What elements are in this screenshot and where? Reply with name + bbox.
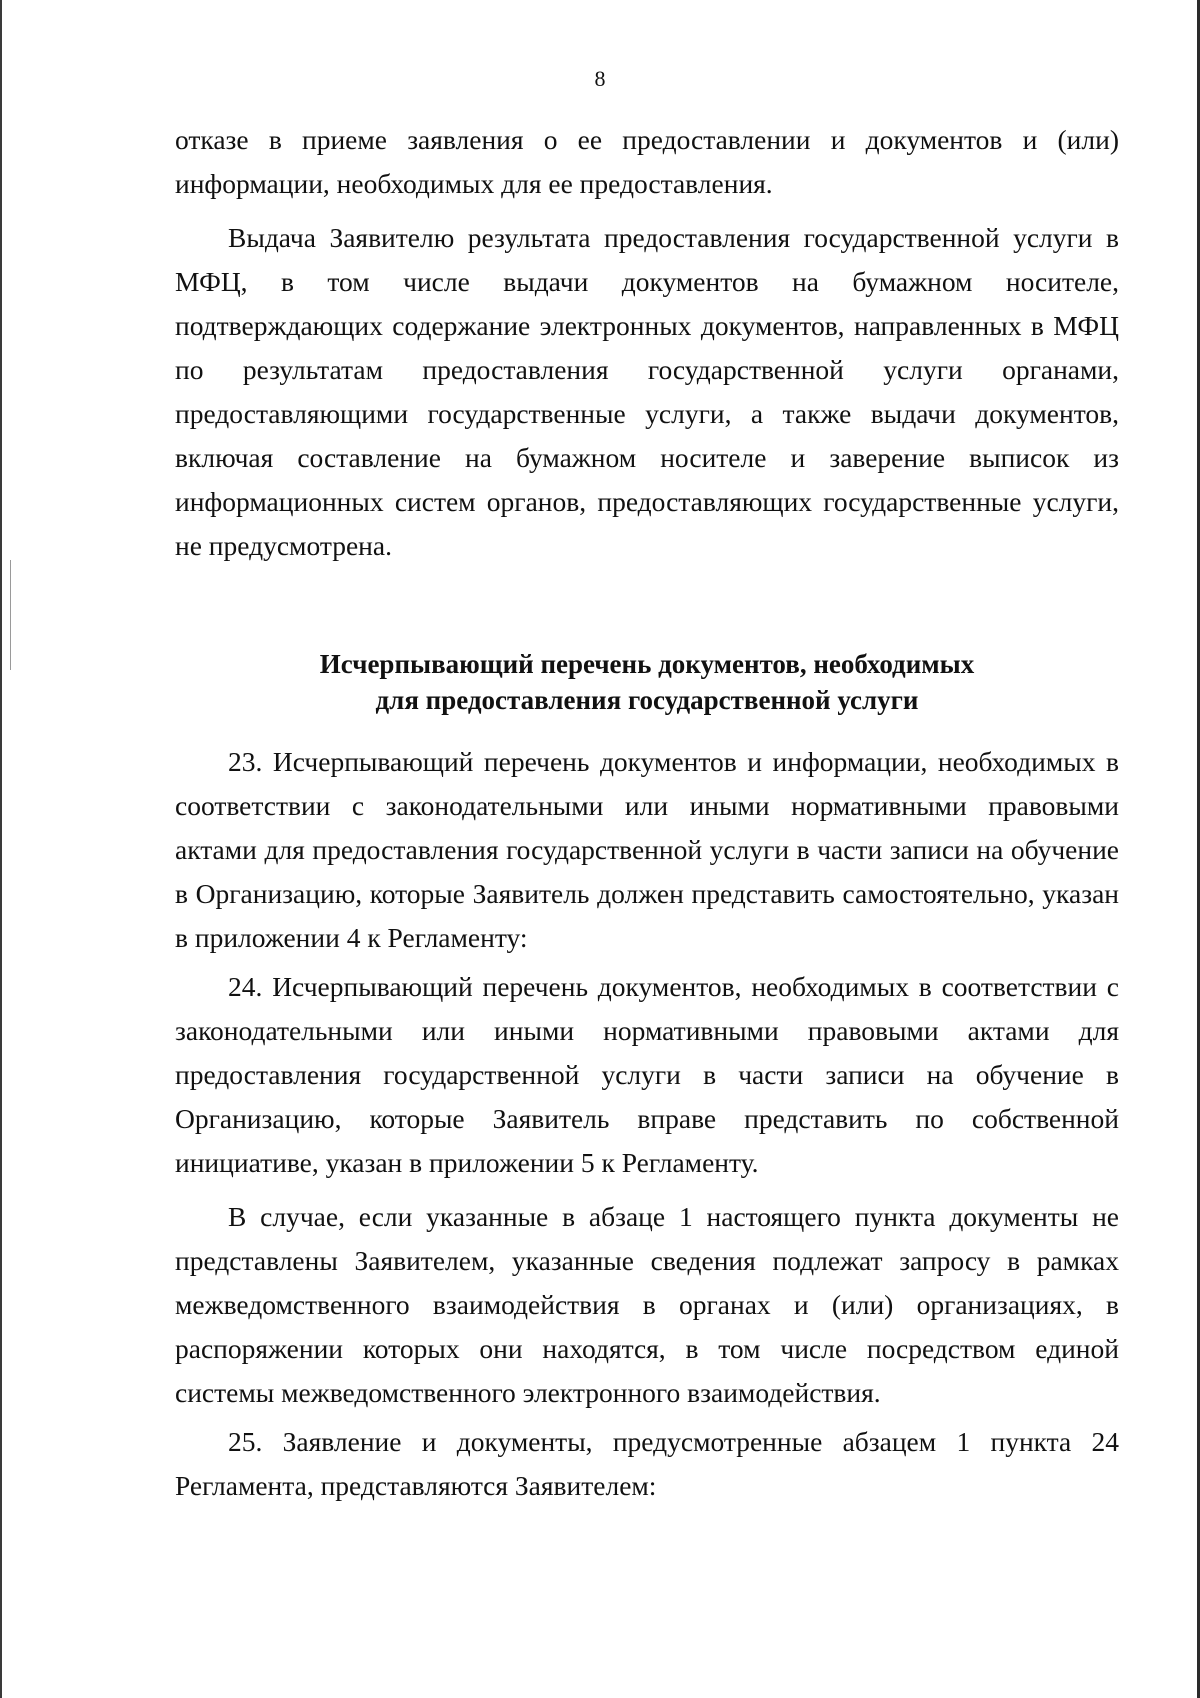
section-heading-line-2: для предоставления государственной услуги — [375, 685, 919, 715]
paragraph-item-24-case: В случае, если указанные в абзаце 1 настоящего пункта документы не представлены Заявителем, указанные сведения подлежат запросу в рамках межведомственного взаимодействия в органах и (или) организациях, в распоряжении которых они находятся, в том числе посредством единой системы межведомственного электронного взаимодействия. — [175, 1201, 1119, 1408]
paragraph-continuation: отказе в приеме заявления о ее предоставлении и документов и (или) информации, необходимых для ее предоставления. — [175, 124, 1119, 199]
paragraph-item-24: 24. Исчерпывающий перечень документов, необходимых в соответствии с законодательными или иными нормативными правовыми актами для предоставления государственной услуги в части записи на обучение в Организацию, которые Заявитель вправе представить по собственной инициативе, указан в приложении 5 к Регламенту. — [175, 971, 1119, 1178]
paragraph-mfc-issuance: Выдача Заявителю результата предоставления государственной услуги в МФЦ, в том числе выдачи документов на бумажном носителе, подтверждающих содержание электронных документов, направленных в МФЦ по результатам предоставления государственной услуги органами, предоставляющими государственные услуги, а также выдачи документов, включая составление на бумажном носителе и заверение выписок из информационных систем органов, предоставляющих государственные услуги, не предусмотрена. — [175, 222, 1119, 561]
page-number: 8 — [594, 66, 606, 91]
paragraph-item-23: 23. Исчерпывающий перечень документов и информации, необходимых в соответствии с законодательными или иными нормативными правовыми актами для предоставления государственной услуги в части записи на обучение в Организацию, которые Заявитель должен представить самостоятельно, указан в приложении 4 к Регламенту: — [175, 746, 1119, 953]
document-body — [175, 118, 1119, 1508]
section-heading-line-1: Исчерпывающий перечень документов, необходимых — [319, 649, 975, 679]
scan-border-left — [0, 0, 2, 1698]
paragraph-item-25: 25. Заявление и документы, предусмотренные абзацем 1 пункта 24 Регламента, представляются Заявителем: — [175, 1426, 1119, 1501]
section-heading — [175, 646, 1119, 718]
scan-mark-left — [10, 560, 11, 670]
